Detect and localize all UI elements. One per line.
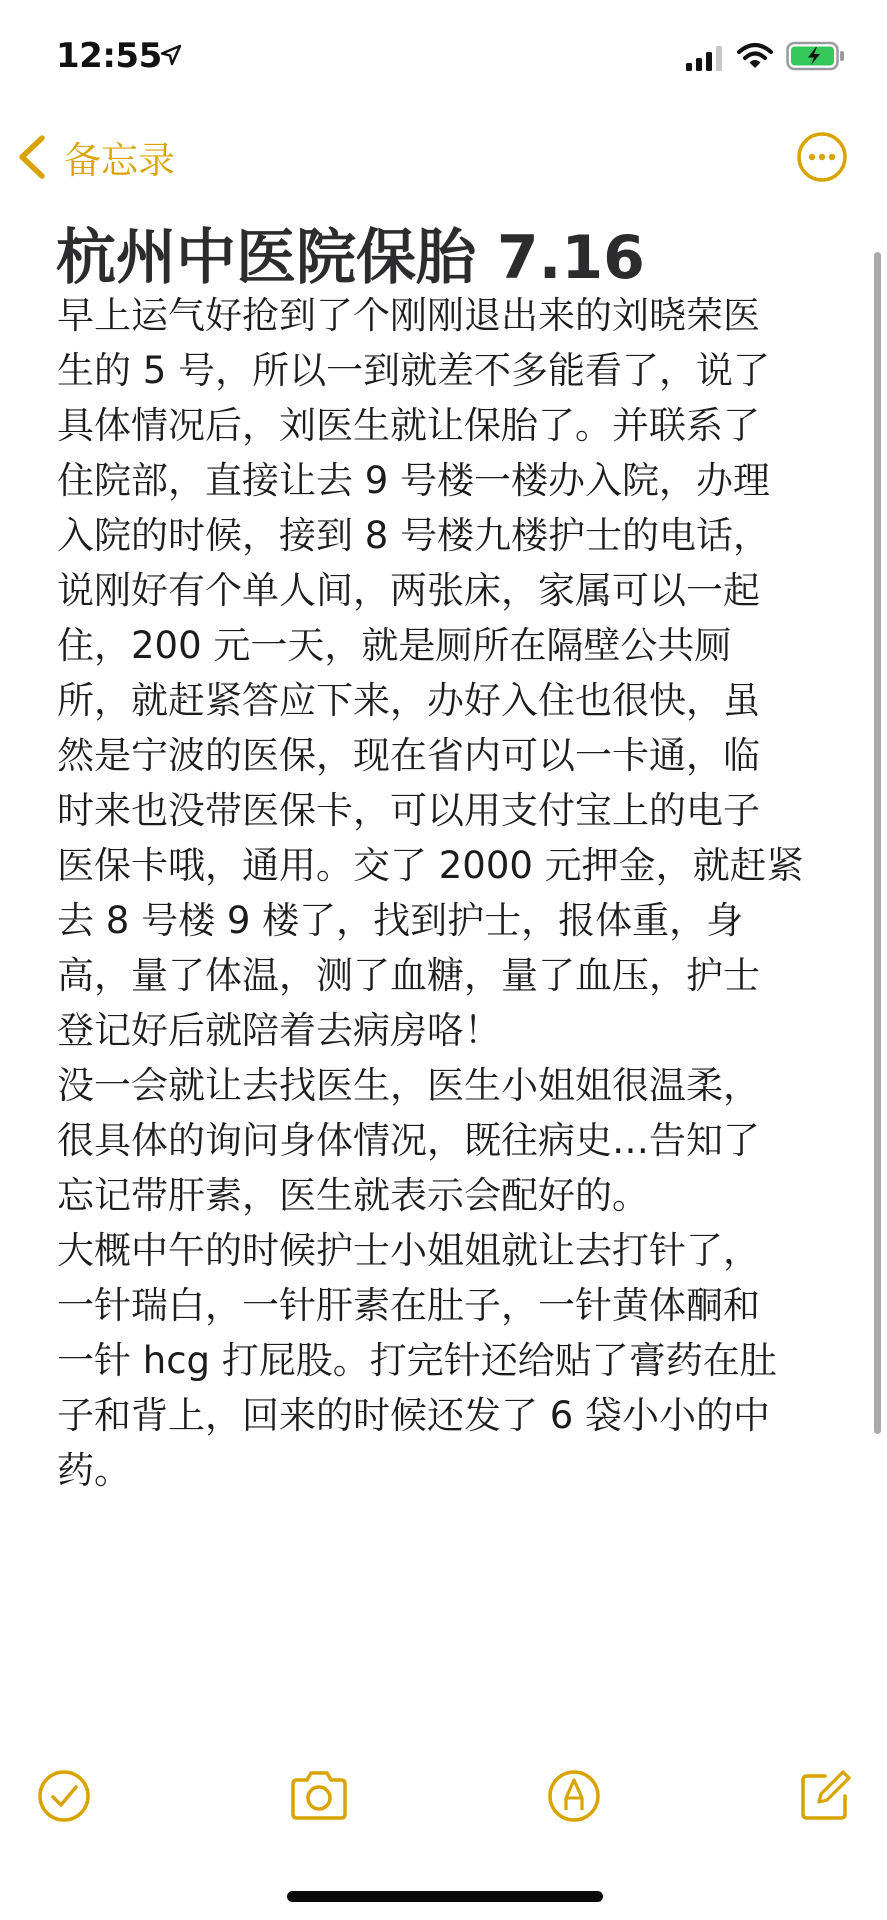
home-indicator[interactable] — [287, 1891, 603, 1902]
chevron-left-icon — [14, 132, 50, 182]
wifi-icon — [737, 42, 773, 70]
scrollbar[interactable] — [874, 252, 881, 1434]
note-line: 一针瑞白，一针肝素在肚子，一针黄体酮和 — [57, 1284, 760, 1327]
note-line: 大概中午的时候护士小姐姐就让去打针了， — [57, 1229, 760, 1272]
location-arrow-icon — [160, 44, 182, 66]
cellular-signal-icon — [686, 46, 724, 72]
note-line: 没一会就让去找医生，医生小姐姐很温柔， — [57, 1064, 760, 1107]
markup-pen-icon[interactable] — [546, 1768, 602, 1824]
compose-icon[interactable] — [797, 1768, 853, 1824]
note-line: 住，200 元一天，就是厕所在隔壁公共厕 — [57, 624, 732, 667]
note-line: 早上运气好抢到了个刚刚退出来的刘晓荣医 — [57, 294, 760, 337]
back-button[interactable] — [14, 130, 175, 184]
note-title[interactable]: 杭州中医院保胎 7.16 — [56, 223, 645, 293]
status-time: 12:55 — [56, 36, 162, 76]
note-line: 一针 hcg 打屁股。打完针还给贴了膏药在肚 — [57, 1339, 777, 1382]
note-line: 所，就赶紧答应下来，办好入住也很快，虽 — [57, 679, 760, 722]
note-line: 登记好后就陪着去病房咯！ — [57, 1009, 501, 1052]
camera-icon[interactable] — [288, 1768, 350, 1824]
note-line: 说刚好有个单人间，两张床，家属可以一起 — [57, 569, 760, 612]
note-line: 忘记带肝素，医生就表示会配好的。 — [57, 1174, 649, 1217]
note-line: 然是宁波的医保，现在省内可以一卡通，临 — [57, 734, 760, 777]
note-line: 去 8 号楼 9 楼了，找到护士，报体重，身 — [57, 899, 744, 942]
note-line: 医保卡哦，通用。交了 2000 元押金，就赶紧 — [57, 844, 804, 887]
note-line: 很具体的询问身体情况，既往病史…告知了 — [57, 1119, 760, 1162]
checklist-icon[interactable] — [36, 1768, 92, 1824]
note-line: 入院的时候，接到 8 号楼九楼护士的电话， — [57, 514, 771, 557]
note-body[interactable] — [57, 288, 847, 1498]
bottom-toolbar — [0, 1760, 887, 1870]
note-line: 药。 — [57, 1449, 131, 1492]
note-line: 住院部，直接让去 9 号楼一楼办入院，办理 — [57, 459, 771, 502]
note-line: 子和背上，回来的时候还发了 6 袋小小的中 — [57, 1394, 771, 1437]
note-line: 具体情况后，刘医生就让保胎了。并联系了 — [57, 404, 760, 447]
note-line: 生的 5 号，所以一到就差不多能看了，说了 — [57, 349, 771, 392]
back-label: 备忘录 — [64, 139, 175, 182]
note-line: 时来也没带医保卡，可以用支付宝上的电子 — [57, 789, 760, 832]
ellipsis-circle-icon[interactable] — [796, 131, 848, 183]
note-line: 高，量了体温，测了血糖，量了血压，护士 — [57, 954, 760, 997]
battery-charging-icon — [786, 40, 846, 72]
